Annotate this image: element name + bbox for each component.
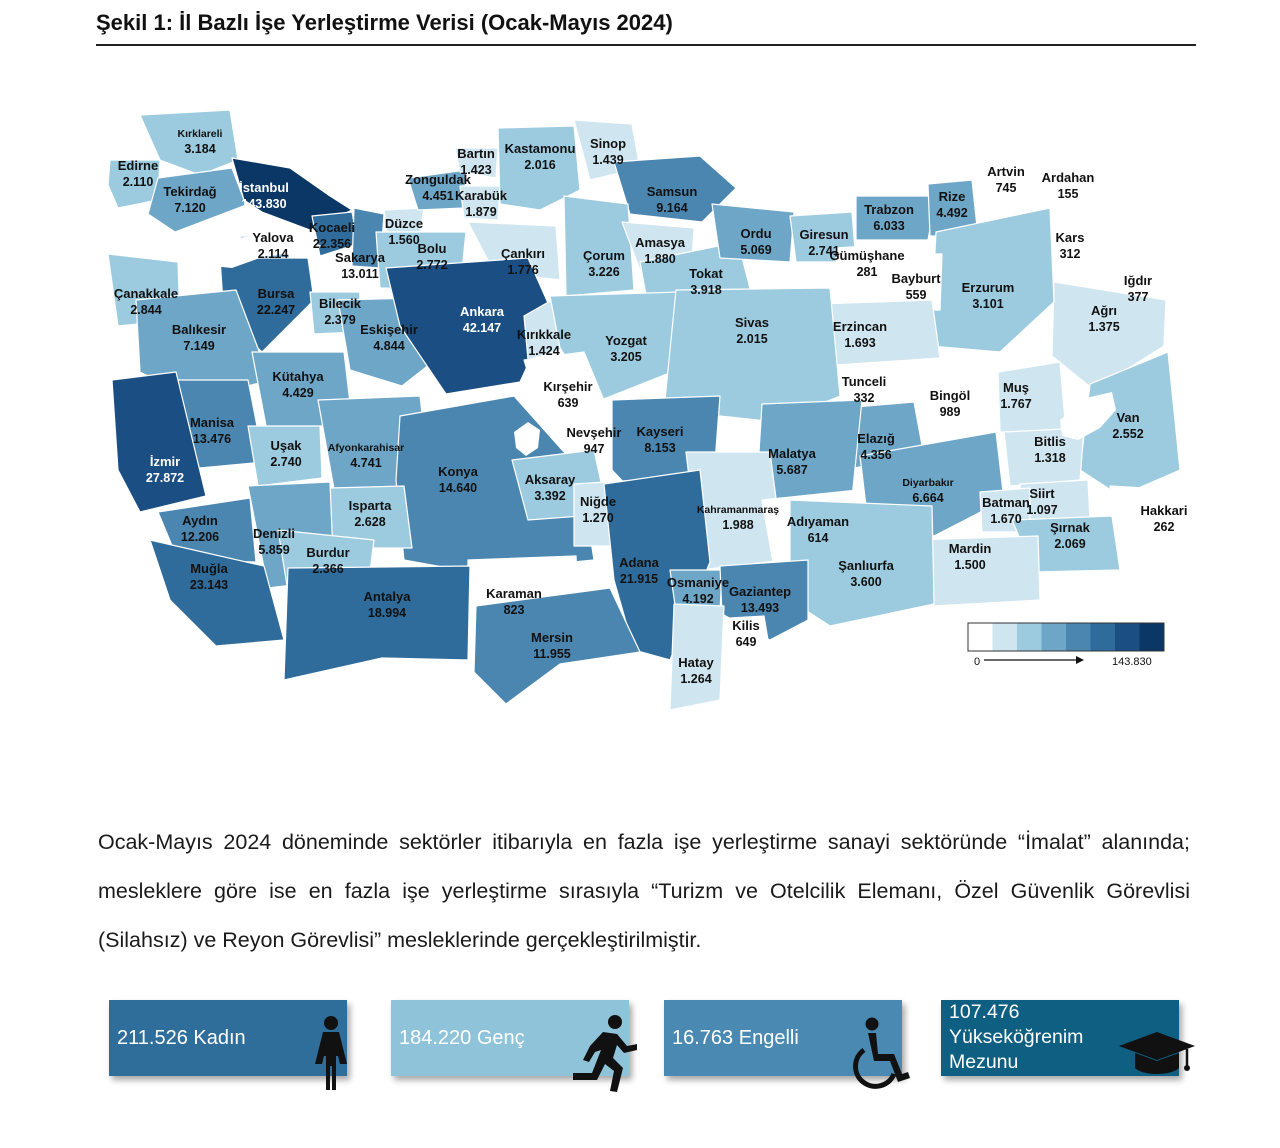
legend-swatch	[1091, 623, 1116, 651]
province-value-erzurum: 3.101	[972, 297, 1004, 311]
legend-swatch	[968, 623, 993, 651]
province-name-bingol: Bingöl	[929, 388, 971, 403]
province-name-eskisehir: Eskişehir	[360, 322, 418, 337]
legend-max: 143.830	[1112, 656, 1152, 668]
province-name-osmaniye: Osmaniye	[666, 575, 730, 590]
province-value-hakkari: 262	[1153, 520, 1175, 534]
province-name-gaziantep: Gaziantep	[728, 584, 792, 599]
province-name-karaman: Karaman	[486, 586, 542, 601]
province-value-kocaeli: 22.356	[312, 237, 352, 251]
province-value-balikesir: 7.149	[183, 339, 215, 353]
stat-graduates	[941, 1000, 1179, 1076]
province-value-nigde: 1.270	[582, 511, 614, 525]
province-value-kirklareli: 3.184	[184, 142, 216, 156]
stat-women-text: 211.526 Kadın	[117, 1026, 246, 1049]
legend-swatch	[1140, 623, 1165, 651]
province-value-ankara: 42.147	[462, 321, 502, 335]
legend-min: 0	[974, 656, 981, 668]
province-value-mersin: 11.955	[533, 647, 571, 661]
province-value-rize: 4.492	[936, 206, 968, 220]
province-name-tekirdag: Tekirdağ	[163, 184, 217, 199]
province-name-konya: Konya	[438, 464, 478, 479]
province-name-kirikkale: Kırıkkale	[516, 327, 572, 342]
province-value-sanliurfa: 3.600	[850, 575, 882, 589]
province-name-denizli: Denizli	[253, 526, 295, 541]
stat-disabled-text: 16.763 Engelli	[672, 1026, 799, 1049]
province-name-gumushane: Gümüşhane	[829, 248, 905, 263]
province-name-kocaeli: Kocaeli	[308, 220, 356, 235]
province-name-balikesir: Balıkesir	[171, 322, 227, 337]
stat-graduates-text	[949, 1000, 1083, 1076]
woman-icon	[311, 1014, 351, 1094]
wheelchair-icon	[850, 1016, 916, 1092]
province-name-ankara: Ankara	[459, 304, 505, 319]
province-value-antalya: 18.994	[367, 606, 407, 620]
province-value-bingol: 989	[939, 405, 961, 419]
province-name-diyarbakir: Diyarbakır	[902, 477, 954, 489]
province-value-amasya: 1.880	[644, 252, 676, 266]
province-value-elazig: 4.356	[860, 448, 892, 462]
province-value-eskisehir: 4.844	[373, 339, 405, 353]
province-value-artvin: 745	[995, 181, 1017, 195]
province-name-ardahan: Ardahan	[1041, 170, 1095, 185]
stat-youth-text: 184.220 Genç	[399, 1026, 525, 1049]
province-name-bitlis: Bitlis	[1034, 434, 1066, 449]
province-value-bursa: 22.247	[256, 303, 296, 317]
province-value-izmir: 27.872	[145, 471, 185, 485]
province-name-canakkale: Çanakkale	[113, 286, 179, 301]
province-value-aydin: 12.206	[180, 530, 220, 544]
province-value-sinop: 1.439	[592, 153, 624, 167]
province-name-sivas: Sivas	[735, 315, 769, 330]
province-value-erzincan: 1.693	[844, 336, 876, 350]
province-value-aksaray: 3.392	[534, 489, 566, 503]
province-name-afyonkarahisar: Afyonkarahisar	[327, 442, 405, 454]
province-value-karabuk: 1.879	[465, 205, 497, 219]
province-name-erzurum: Erzurum	[961, 280, 1015, 295]
province-name-burdur: Burdur	[306, 545, 350, 560]
province-name-usak: Uşak	[270, 438, 302, 453]
province-name-nigde: Niğde	[579, 494, 617, 509]
running-person-icon	[567, 1014, 641, 1094]
province-name-edirne: Edirne	[117, 158, 159, 173]
province-name-sirnak: Şırnak	[1050, 520, 1090, 535]
province-value-kahramanmaras: 1.988	[722, 518, 754, 532]
province-value-kirikkale: 1.424	[528, 344, 560, 358]
province-name-aydin: Aydın	[182, 513, 218, 528]
stat-graduates-line3: Mezunu	[949, 1051, 1019, 1073]
province-name-adana: Adana	[619, 555, 659, 570]
province-value-batman: 1.670	[990, 512, 1022, 526]
province-tekirdag	[148, 168, 246, 232]
province-name-sakarya: Sakarya	[335, 250, 385, 265]
province-value-gaziantep: 13.493	[740, 601, 780, 615]
province-value-bolu: 2.772	[416, 258, 448, 272]
province-value-karaman: 823	[503, 603, 525, 617]
province-name-istanbul: İstanbul	[239, 180, 289, 195]
province-value-zonguldak: 4.451	[422, 189, 454, 203]
legend-swatch	[1042, 623, 1067, 651]
province-name-malatya: Malatya	[768, 446, 816, 461]
province-name-mersin: Mersin	[531, 630, 573, 645]
province-name-manisa: Manisa	[189, 415, 235, 430]
province-name-rize: Rize	[938, 189, 966, 204]
province-antalya	[284, 566, 470, 680]
province-name-nevsehir: Nevşehir	[566, 425, 622, 440]
province-name-tokat: Tokat	[689, 266, 723, 281]
province-name-kars: Kars	[1055, 230, 1085, 245]
province-value-siirt: 1.097	[1026, 503, 1058, 517]
legend-swatch	[1066, 623, 1091, 651]
province-value-konya: 14.640	[438, 481, 478, 495]
province-value-ordu: 5.069	[740, 243, 772, 257]
province-value-duzce: 1.560	[388, 233, 420, 247]
province-value-gumushane: 281	[856, 265, 878, 279]
province-name-amasya: Amasya	[635, 235, 685, 250]
province-name-sanliurfa: Şanlıurfa	[838, 558, 894, 573]
province-value-mugla: 23.143	[189, 578, 229, 592]
province-value-sirnak: 2.069	[1054, 537, 1086, 551]
province-name-kutahya: Kütahya	[272, 369, 324, 384]
province-value-agri: 1.375	[1088, 320, 1120, 334]
province-value-hatay: 1.264	[680, 672, 712, 686]
province-name-kirklareli: Kırklareli	[177, 128, 223, 140]
province-value-sivas: 2.015	[736, 332, 768, 346]
province-value-igdir: 377	[1127, 290, 1149, 304]
province-value-cankiri: 1.776	[507, 263, 539, 277]
province-value-isparta: 2.628	[354, 515, 386, 529]
province-value-denizli: 5.859	[258, 543, 290, 557]
province-name-bursa: Bursa	[257, 286, 295, 301]
legend-swatch	[993, 623, 1018, 651]
province-name-agri: Ağrı	[1091, 303, 1117, 318]
legend-swatches	[968, 623, 1164, 651]
province-value-giresun: 2.741	[808, 244, 840, 258]
province-name-giresun: Giresun	[799, 227, 849, 242]
province-name-hatay: Hatay	[678, 655, 714, 670]
province-name-igdir: Iğdır	[1123, 273, 1153, 288]
stat-women	[109, 1000, 347, 1076]
province-value-tokat: 3.918	[690, 283, 722, 297]
province-value-samsun: 9.164	[656, 201, 688, 215]
province-value-kutahya: 4.429	[282, 386, 314, 400]
province-bingol	[916, 364, 998, 444]
province-value-kilis: 649	[735, 635, 757, 649]
province-value-tunceli: 332	[853, 391, 875, 405]
province-name-adiyaman: Adıyaman	[786, 514, 850, 529]
province-value-yozgat: 3.205	[610, 350, 642, 364]
province-value-van: 2.552	[1112, 427, 1144, 441]
province-name-corum: Çorum	[583, 248, 625, 263]
province-value-adiyaman: 614	[807, 531, 829, 545]
province-name-tunceli: Tunceli	[841, 374, 887, 389]
province-value-bitlis: 1.318	[1034, 451, 1066, 465]
province-value-corum: 3.226	[588, 265, 620, 279]
province-name-samsun: Samsun	[646, 184, 698, 199]
stat-disabled	[664, 1000, 902, 1076]
province-name-bartin: Bartın	[457, 146, 495, 161]
stat-graduates-line2: Yükseköğrenim	[949, 1026, 1084, 1048]
province-value-kastamonu: 2.016	[524, 158, 556, 172]
legend-arrow-icon	[1076, 656, 1084, 664]
province-name-karabuk: Karabük	[454, 188, 508, 203]
province-name-bayburt: Bayburt	[891, 271, 941, 286]
province-value-yalova: 2.114	[257, 247, 289, 261]
province-value-ardahan: 155	[1057, 187, 1079, 201]
province-name-ordu: Ordu	[740, 226, 772, 241]
province-value-canakkale: 2.844	[130, 303, 162, 317]
province-value-burdur: 2.366	[312, 562, 344, 576]
province-name-batman: Batman	[982, 495, 1030, 510]
province-value-nevsehir: 947	[583, 442, 605, 456]
province-value-bilecik: 2.379	[324, 313, 356, 327]
legend-swatch	[1115, 623, 1140, 651]
province-value-manisa: 13.476	[192, 432, 232, 446]
province-name-kayseri: Kayseri	[636, 424, 684, 439]
province-name-kirsehir: Kırşehir	[543, 379, 593, 394]
province-name-zonguldak: Zonguldak	[405, 172, 471, 187]
province-name-mardin: Mardin	[948, 541, 992, 556]
province-name-hakkari: Hakkari	[1140, 503, 1188, 518]
province-value-kirsehir: 639	[557, 396, 579, 410]
province-value-istanbul: 143.830	[241, 197, 287, 211]
province-name-kastamonu: Kastamonu	[504, 141, 576, 156]
province-name-erzincan: Erzincan	[832, 319, 888, 334]
province-name-izmir: İzmir	[149, 454, 181, 469]
province-name-van: Van	[1116, 410, 1140, 425]
province-value-tekirdag: 7.120	[174, 201, 206, 215]
province-name-cankiri: Çankırı	[500, 246, 546, 261]
province-name-antalya: Antalya	[363, 589, 411, 604]
province-value-osmaniye: 4.192	[682, 592, 714, 606]
province-name-artvin: Artvin	[987, 164, 1025, 179]
province-name-bolu: Bolu	[417, 241, 447, 256]
province-name-trabzon: Trabzon	[864, 202, 914, 217]
province-mersin	[474, 588, 640, 704]
province-value-kayseri: 8.153	[644, 441, 676, 455]
province-value-diyarbakir: 6.664	[912, 491, 944, 505]
province-value-malatya: 5.687	[776, 463, 808, 477]
province-corum	[564, 196, 634, 296]
turkey-province-map	[0, 60, 1280, 740]
province-value-trabzon: 6.033	[873, 219, 905, 233]
province-name-yalova: Yalova	[252, 230, 294, 245]
province-value-bartin: 1.423	[460, 163, 492, 177]
province-value-afyonkarahisar: 4.741	[350, 456, 382, 470]
province-name-kahramanmaras: Kahramanmaraş	[696, 504, 780, 516]
province-name-sinop: Sinop	[589, 136, 627, 151]
province-value-edirne: 2.110	[122, 175, 154, 189]
figure-title: Şekil 1: İl Bazlı İşe Yerleştirme Verisi (Ocak-Mayıs 2024)	[96, 10, 1196, 46]
province-name-yozgat: Yozgat	[605, 333, 647, 348]
province-name-bilecik: Bilecik	[319, 296, 361, 311]
province-name-isparta: Isparta	[348, 498, 392, 513]
stat-graduates-line1: 107.476	[949, 1001, 1020, 1023]
summary-paragraph: Ocak-Mayıs 2024 döneminde sektörler itibarıyla en fazla işe yerleştirme sanayi sektöründe “İmalat” alanında; mesleklere göre ise en fazla işe yerleştirme sırasıyla “Turizm ve Otelcilik Elemanı, Özel Güvenlik Görevlisi (Silahsız) ve Reyon Görevlisi” mesleklerinde gerçekleştirilmiştir.	[98, 830, 1190, 952]
province-name-aksaray: Aksaray	[524, 472, 576, 487]
province-value-usak: 2.740	[270, 455, 302, 469]
legend-swatch	[1017, 623, 1042, 651]
province-value-bayburt: 559	[905, 288, 927, 302]
stat-youth	[391, 1000, 629, 1076]
graduation-cap-icon	[1117, 1030, 1197, 1080]
province-value-adana: 21.915	[619, 572, 659, 586]
province-name-mus: Muş	[1003, 380, 1029, 395]
province-value-mardin: 1.500	[954, 558, 986, 572]
province-value-sakarya: 13.011	[341, 267, 379, 281]
province-name-elazig: Elazığ	[857, 431, 895, 446]
province-name-duzce: Düzce	[384, 216, 424, 231]
province-value-kars: 312	[1059, 247, 1081, 261]
province-name-mugla: Muğla	[190, 561, 228, 576]
map-legend	[968, 623, 1164, 668]
province-name-siirt: Siirt	[1029, 486, 1055, 501]
province-name-kilis: Kilis	[732, 618, 760, 633]
province-value-mus: 1.767	[1000, 397, 1032, 411]
